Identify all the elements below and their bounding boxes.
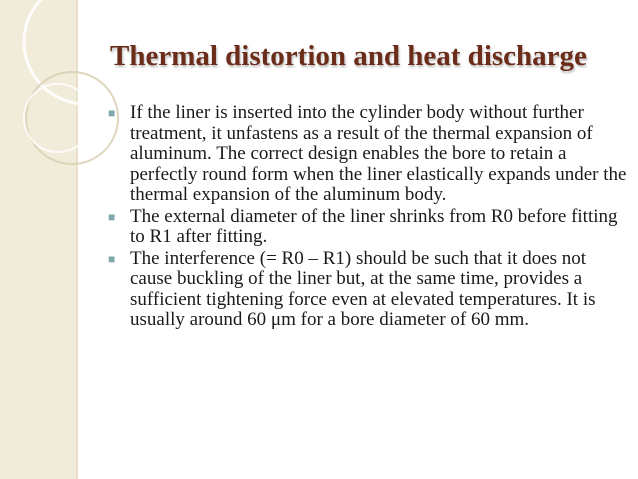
square-bullet-icon: ■: [108, 209, 116, 224]
bullet-item: [108, 249, 628, 331]
square-bullet-icon: ■: [108, 106, 116, 120]
bullet-text: The interference (= R0 – R1) should be such that it does not cause buckling of the liner but, at the same time, provides a sufficient tightening force even at elevated temperatures. It is usually around 60 μm for a bore diameter of 60 mm.: [130, 247, 596, 330]
deco-circle-medium: [26, 72, 118, 164]
bullet-list: [108, 103, 628, 332]
deco-circle-small: [24, 84, 92, 152]
bullet-text: If the liner is inserted into the cylinder body without further treatment, it unfastens as a result of the thermal expansion of aluminum. The correct design enables the bore to retain a perfectly round form when the liner elastically expands under the thermal expansion of the aluminum body.: [130, 102, 627, 205]
square-bullet-icon: ■: [108, 251, 116, 266]
bullet-item: [108, 103, 628, 206]
bullet-text: The external diameter of the liner shrinks from R0 before fitting to R1 after fitting.: [130, 205, 618, 247]
bullet-item: [108, 207, 628, 248]
slide-title: Thermal distortion and heat discharge: [110, 40, 587, 72]
